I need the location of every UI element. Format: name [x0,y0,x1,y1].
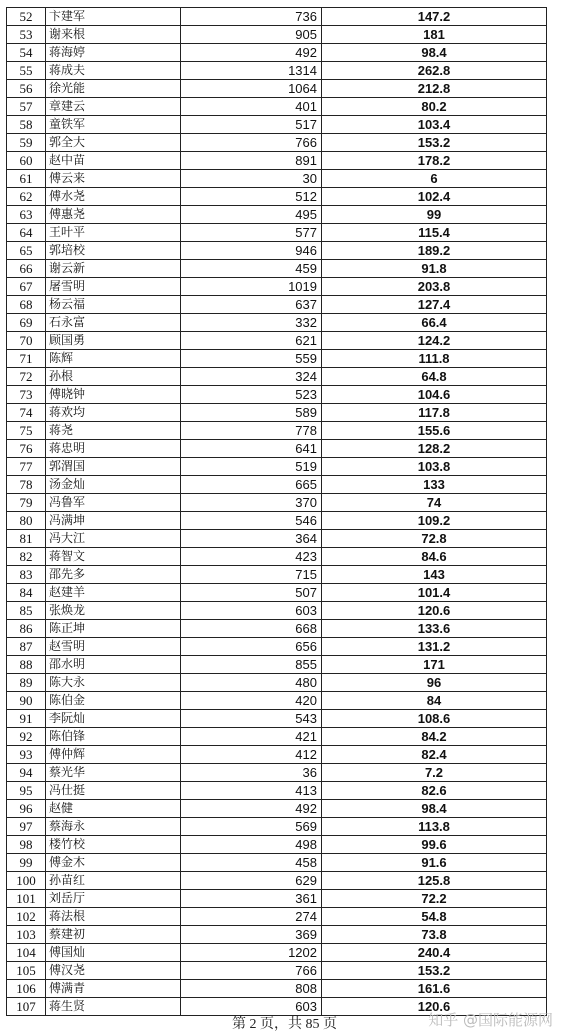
row-number: 63 [7,206,46,224]
row-number: 90 [7,692,46,710]
computed-value-cell: 128.2 [322,440,547,458]
table-row [7,566,547,584]
computed-value-cell: 54.8 [322,908,547,926]
table-row [7,962,547,980]
row-number: 102 [7,908,46,926]
table-row [7,98,547,116]
computed-value-cell: 125.8 [322,872,547,890]
table-row [7,656,547,674]
amount-cell: 274 [181,908,322,926]
amount-cell: 766 [181,134,322,152]
row-number: 71 [7,350,46,368]
amount-cell: 369 [181,926,322,944]
row-number: 57 [7,98,46,116]
person-name: 邵水明 [46,656,181,674]
person-name: 石永富 [46,314,181,332]
person-name: 蒋生贤 [46,998,181,1016]
amount-cell: 715 [181,566,322,584]
amount-cell: 370 [181,494,322,512]
table-row [7,440,547,458]
computed-value-cell: 109.2 [322,512,547,530]
person-name: 傅仲辉 [46,746,181,764]
person-name: 孙苗红 [46,872,181,890]
amount-cell: 507 [181,584,322,602]
person-name: 傅国灿 [46,944,181,962]
amount-cell: 621 [181,332,322,350]
person-name: 顾国勇 [46,332,181,350]
computed-value-cell: 161.6 [322,980,547,998]
amount-cell: 603 [181,998,322,1016]
amount-cell: 641 [181,440,322,458]
amount-cell: 413 [181,782,322,800]
row-number: 52 [7,8,46,26]
amount-cell: 324 [181,368,322,386]
data-table [6,7,547,1016]
person-name: 陈大永 [46,674,181,692]
person-name: 傅惠尧 [46,206,181,224]
computed-value-cell: 171 [322,656,547,674]
row-number: 73 [7,386,46,404]
table-row [7,728,547,746]
row-number: 97 [7,818,46,836]
table-row [7,674,547,692]
computed-value-cell: 153.2 [322,962,547,980]
computed-value-cell: 84.2 [322,728,547,746]
row-number: 93 [7,746,46,764]
row-number: 94 [7,764,46,782]
amount-cell: 629 [181,872,322,890]
person-name: 蒋欢均 [46,404,181,422]
person-name: 童铁军 [46,116,181,134]
computed-value-cell: 99 [322,206,547,224]
computed-value-cell: 189.2 [322,242,547,260]
table-row [7,62,547,80]
table-row [7,980,547,998]
amount-cell: 637 [181,296,322,314]
table-body [7,8,547,1016]
computed-value-cell: 133.6 [322,620,547,638]
person-name: 徐光能 [46,80,181,98]
person-name: 刘岳厅 [46,890,181,908]
amount-cell: 546 [181,512,322,530]
amount-cell: 332 [181,314,322,332]
row-number: 105 [7,962,46,980]
computed-value-cell: 262.8 [322,62,547,80]
person-name: 蔡海永 [46,818,181,836]
person-name: 孙根 [46,368,181,386]
person-name: 蒋法根 [46,908,181,926]
person-name: 郭全大 [46,134,181,152]
amount-cell: 458 [181,854,322,872]
table-row [7,152,547,170]
row-number: 75 [7,422,46,440]
table-row [7,944,547,962]
person-name: 王叶平 [46,224,181,242]
table-row [7,116,547,134]
computed-value-cell: 203.8 [322,278,547,296]
row-number: 59 [7,134,46,152]
row-number: 68 [7,296,46,314]
amount-cell: 361 [181,890,322,908]
computed-value-cell: 72.2 [322,890,547,908]
table-row [7,242,547,260]
computed-value-cell: 82.4 [322,746,547,764]
table-row [7,206,547,224]
table-row [7,134,547,152]
computed-value-cell: 103.4 [322,116,547,134]
table-row [7,368,547,386]
person-name: 傅汉尧 [46,962,181,980]
person-name: 傅水尧 [46,188,181,206]
person-name: 张焕龙 [46,602,181,620]
table-row [7,44,547,62]
row-number: 77 [7,458,46,476]
table-row [7,458,547,476]
row-number: 87 [7,638,46,656]
table-row [7,224,547,242]
amount-cell: 946 [181,242,322,260]
computed-value-cell: 113.8 [322,818,547,836]
person-name: 赵雪明 [46,638,181,656]
row-number: 53 [7,26,46,44]
table-row [7,710,547,728]
amount-cell: 498 [181,836,322,854]
table-row [7,584,547,602]
person-name: 陈辉 [46,350,181,368]
person-name: 冯满坤 [46,512,181,530]
amount-cell: 30 [181,170,322,188]
computed-value-cell: 72.8 [322,530,547,548]
amount-cell: 603 [181,602,322,620]
amount-cell: 543 [181,710,322,728]
amount-cell: 401 [181,98,322,116]
amount-cell: 855 [181,656,322,674]
person-name: 章建云 [46,98,181,116]
computed-value-cell: 178.2 [322,152,547,170]
computed-value-cell: 131.2 [322,638,547,656]
amount-cell: 1019 [181,278,322,296]
computed-value-cell: 117.8 [322,404,547,422]
row-number: 85 [7,602,46,620]
table-row [7,188,547,206]
amount-cell: 512 [181,188,322,206]
person-name: 冯仕挺 [46,782,181,800]
computed-value-cell: 181 [322,26,547,44]
person-name: 杨云福 [46,296,181,314]
row-number: 76 [7,440,46,458]
amount-cell: 1314 [181,62,322,80]
row-number: 86 [7,620,46,638]
amount-cell: 517 [181,116,322,134]
table-row [7,872,547,890]
table-row [7,692,547,710]
table-row [7,314,547,332]
person-name: 傅金木 [46,854,181,872]
amount-cell: 891 [181,152,322,170]
table-row [7,332,547,350]
person-name: 蒋忠明 [46,440,181,458]
computed-value-cell: 91.8 [322,260,547,278]
person-name: 冯鲁军 [46,494,181,512]
table-row [7,170,547,188]
person-name: 蒋智文 [46,548,181,566]
computed-value-cell: 101.4 [322,584,547,602]
computed-value-cell: 155.6 [322,422,547,440]
amount-cell: 459 [181,260,322,278]
row-number: 78 [7,476,46,494]
table-row [7,800,547,818]
amount-cell: 423 [181,548,322,566]
person-name: 陈正坤 [46,620,181,638]
person-name: 汤金灿 [46,476,181,494]
row-number: 95 [7,782,46,800]
computed-value-cell: 64.8 [322,368,547,386]
table-row [7,602,547,620]
person-name: 郭培校 [46,242,181,260]
amount-cell: 364 [181,530,322,548]
amount-cell: 492 [181,800,322,818]
table-row [7,908,547,926]
table-row [7,836,547,854]
computed-value-cell: 108.6 [322,710,547,728]
amount-cell: 808 [181,980,322,998]
table-row [7,80,547,98]
row-number: 84 [7,584,46,602]
amount-cell: 36 [181,764,322,782]
table-row [7,386,547,404]
computed-value-cell: 98.4 [322,44,547,62]
computed-value-cell: 6 [322,170,547,188]
row-number: 69 [7,314,46,332]
person-name: 陈伯金 [46,692,181,710]
row-number: 88 [7,656,46,674]
row-number: 60 [7,152,46,170]
amount-cell: 480 [181,674,322,692]
table-row [7,782,547,800]
row-number: 66 [7,260,46,278]
computed-value-cell: 120.6 [322,998,547,1016]
computed-value-cell: 143 [322,566,547,584]
row-number: 64 [7,224,46,242]
amount-cell: 668 [181,620,322,638]
computed-value-cell: 91.6 [322,854,547,872]
row-number: 62 [7,188,46,206]
person-name: 郭渭国 [46,458,181,476]
table-row [7,260,547,278]
person-name: 傅满青 [46,980,181,998]
person-name: 傅云来 [46,170,181,188]
amount-cell: 412 [181,746,322,764]
row-number: 89 [7,674,46,692]
person-name: 蔡建初 [46,926,181,944]
row-number: 99 [7,854,46,872]
person-name: 傅晓钟 [46,386,181,404]
table-row [7,764,547,782]
person-name: 蒋尧 [46,422,181,440]
row-number: 98 [7,836,46,854]
computed-value-cell: 82.6 [322,782,547,800]
table-row [7,494,547,512]
amount-cell: 778 [181,422,322,440]
row-number: 92 [7,728,46,746]
row-number: 104 [7,944,46,962]
table-row [7,818,547,836]
row-number: 55 [7,62,46,80]
amount-cell: 519 [181,458,322,476]
amount-cell: 495 [181,206,322,224]
person-name: 冯大江 [46,530,181,548]
table-row [7,620,547,638]
row-number: 79 [7,494,46,512]
table-row [7,638,547,656]
amount-cell: 766 [181,962,322,980]
row-number: 67 [7,278,46,296]
person-name: 邵先多 [46,566,181,584]
table-row [7,350,547,368]
amount-cell: 1202 [181,944,322,962]
table-row [7,530,547,548]
computed-value-cell: 96 [322,674,547,692]
row-number: 74 [7,404,46,422]
row-number: 65 [7,242,46,260]
amount-cell: 421 [181,728,322,746]
row-number: 58 [7,116,46,134]
amount-cell: 905 [181,26,322,44]
person-name: 卞建军 [46,8,181,26]
table-row [7,548,547,566]
computed-value-cell: 80.2 [322,98,547,116]
table-row [7,854,547,872]
computed-value-cell: 133 [322,476,547,494]
person-name: 赵健 [46,800,181,818]
computed-value-cell: 73.8 [322,926,547,944]
computed-value-cell: 98.4 [322,800,547,818]
computed-value-cell: 84.6 [322,548,547,566]
computed-value-cell: 115.4 [322,224,547,242]
row-number: 101 [7,890,46,908]
person-name: 谢来根 [46,26,181,44]
person-name: 谢云新 [46,260,181,278]
amount-cell: 1064 [181,80,322,98]
computed-value-cell: 104.6 [322,386,547,404]
computed-value-cell: 120.6 [322,602,547,620]
computed-value-cell: 124.2 [322,332,547,350]
row-number: 83 [7,566,46,584]
row-number: 80 [7,512,46,530]
computed-value-cell: 84 [322,692,547,710]
table-row [7,278,547,296]
computed-value-cell: 147.2 [322,8,547,26]
watermark: 知乎 @国际能源网 [428,1011,553,1029]
person-name: 李阮灿 [46,710,181,728]
row-number: 96 [7,800,46,818]
amount-cell: 736 [181,8,322,26]
computed-value-cell: 66.4 [322,314,547,332]
row-number: 100 [7,872,46,890]
amount-cell: 569 [181,818,322,836]
amount-cell: 492 [181,44,322,62]
table-row [7,404,547,422]
person-name: 赵建羊 [46,584,181,602]
computed-value-cell: 99.6 [322,836,547,854]
table-row [7,512,547,530]
computed-value-cell: 103.8 [322,458,547,476]
amount-cell: 577 [181,224,322,242]
person-name: 陈伯锋 [46,728,181,746]
row-number: 91 [7,710,46,728]
person-name: 蔡光华 [46,764,181,782]
amount-cell: 589 [181,404,322,422]
computed-value-cell: 212.8 [322,80,547,98]
amount-cell: 420 [181,692,322,710]
table-row [7,476,547,494]
row-number: 72 [7,368,46,386]
computed-value-cell: 127.4 [322,296,547,314]
row-number: 82 [7,548,46,566]
person-name: 蒋成夫 [46,62,181,80]
amount-cell: 656 [181,638,322,656]
row-number: 70 [7,332,46,350]
computed-value-cell: 102.4 [322,188,547,206]
amount-cell: 523 [181,386,322,404]
row-number: 61 [7,170,46,188]
table-row [7,8,547,26]
computed-value-cell: 74 [322,494,547,512]
table-row [7,422,547,440]
table-row [7,890,547,908]
person-name: 楼竹校 [46,836,181,854]
computed-value-cell: 7.2 [322,764,547,782]
amount-cell: 559 [181,350,322,368]
table-row [7,26,547,44]
person-name: 屠雪明 [46,278,181,296]
row-number: 106 [7,980,46,998]
table-row [7,746,547,764]
row-number: 81 [7,530,46,548]
person-name: 蒋海婷 [46,44,181,62]
row-number: 54 [7,44,46,62]
row-number: 107 [7,998,46,1016]
person-name: 赵中苗 [46,152,181,170]
page-footer: 第 2 页，共 85 页 [232,1017,337,1032]
row-number: 56 [7,80,46,98]
amount-cell: 665 [181,476,322,494]
computed-value-cell: 240.4 [322,944,547,962]
table-row [7,296,547,314]
table-row [7,926,547,944]
row-number: 103 [7,926,46,944]
computed-value-cell: 153.2 [322,134,547,152]
computed-value-cell: 111.8 [322,350,547,368]
